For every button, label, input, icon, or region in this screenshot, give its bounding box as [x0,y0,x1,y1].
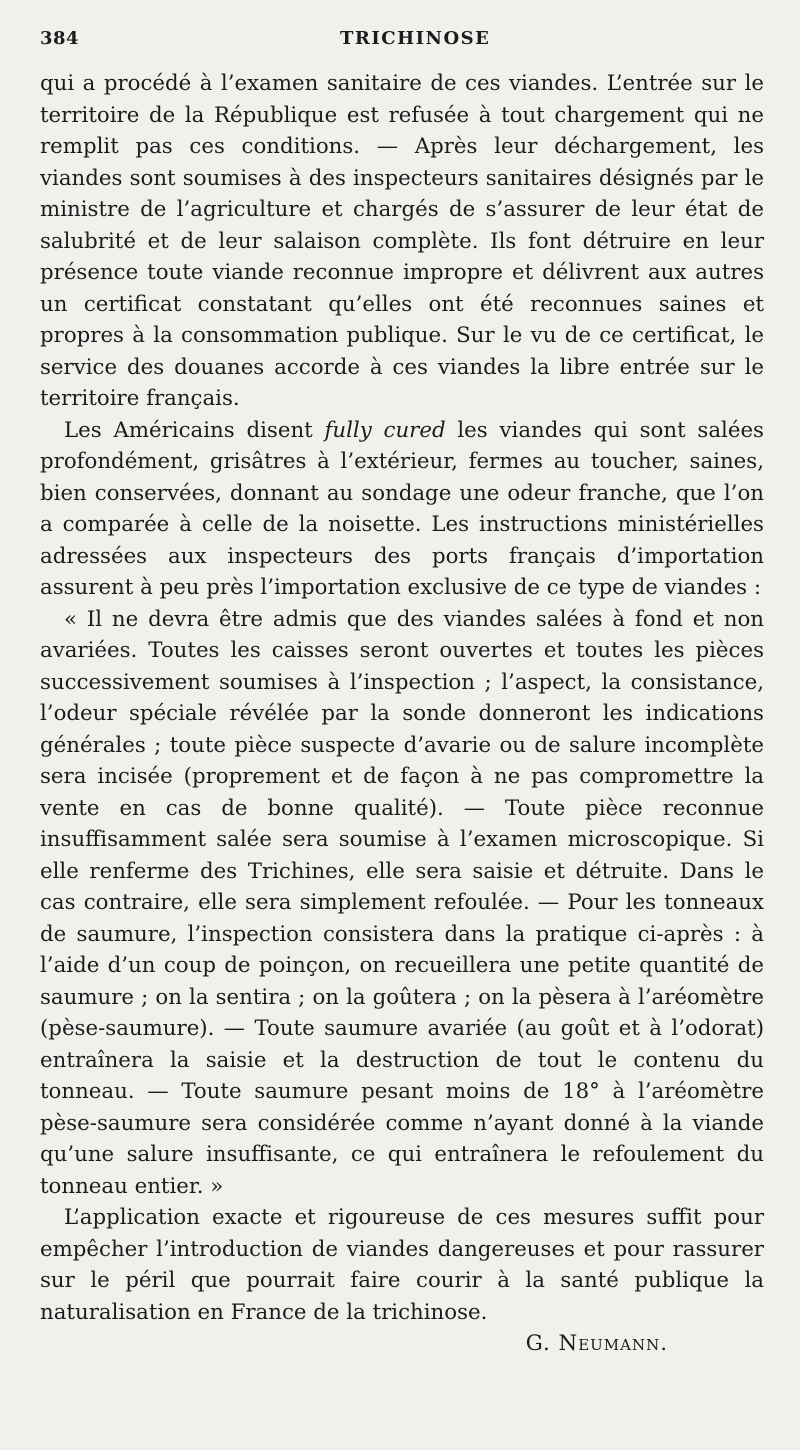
body-text [40,68,764,1360]
paragraph-continuation: qui a procédé à l’examen sanitaire de ces viandes. L’entrée sur le territoire de la République est refusée à tout chargement qui ne remplit pas ces conditions. — Après leur déchargement, les viandes sont soumises à des inspecteurs sanitaires désignés par le ministre de l’agriculture et chargés de s’assurer de leur état de salubrité et de leur salaison complète. Ils font détruire en leur présence toute viande reconnue impropre et délivrent aux autres un certificat constatant qu’elles ont été reconnues saines et propres à la consommation publique. Sur le vu de ce certificat, le service des douanes accorde à ces viandes la libre entrée sur le territoire français. [40,71,764,411]
page-number: 384 [40,28,80,49]
paragraph-quotation: « Il ne devra être admis que des viandes salées à fond et non avariées. Toutes les caisses seront ouvertes et toutes les pièces successivement soumises à l’inspection ; l’aspect, la consistance, l’odeur spéciale révélée par la sonde donneront les indications générales ; toute pièce suspecte d’avarie ou de salure incomplète sera incisée (proprement et de façon à ne pas compromettre la vente en cas de bonne qualité). — Toute pièce reconnue insuffisamment salée sera soumise à l’examen microscopique. Si elle renferme des Trichines, elle sera saisie et détruite. Dans le cas contraire, elle sera simplement refoulée. — Pour les tonneaux de saumure, l’inspection consistera dans la pratique ci-après : à l’aide d’un coup de poinçon, on recueillera une petite quantité de saumure ; on la sentira ; on la goûtera ; on la pèsera à l’aréomètre (pèse-saumure). — Toute saumure avariée (au goût et à l’odorat) entraînera la saisie et la destruction de tout le contenu du tonneau. — Toute saumure pesant moins de 18° à l’aréomètre pèse-saumure sera considérée comme n’ayant donné à la viande qu’une salure insuffisante, ce qui entraînera le refoulement du tonneau entier. » [40,606,764,1199]
paragraph-text-after: les viandes qui sont salées profondément, grisâtres à l’extérieur, fermes au toucher, saines, bien conservées, donnant au sondage une odeur franche, que l’on a comparée à celle de la noisette. Les instructions ministérielles adressées aux inspecteurs des ports français d’importation assurent à peu près l’importation exclusive de ce type de viandes : [40,417,764,600]
paragraph-conclusion: L’application exacte et rigoureuse de ces mesures suffit pour empêcher l’introduction de viandes dangereuses et pour rassurer sur le péril que pourrait faire courir à la santé publique la naturalisation en France de la trichinose. [40,1205,764,1325]
paragraph-fully-cured [40,415,764,604]
running-title: TRICHINOSE [340,28,491,49]
running-header [40,28,764,68]
author-signature: G. Neumann. [525,1331,668,1356]
paragraph-text-before: Les Américains disent [64,417,325,443]
emphasis-fully-cured: fully cured [324,417,446,443]
